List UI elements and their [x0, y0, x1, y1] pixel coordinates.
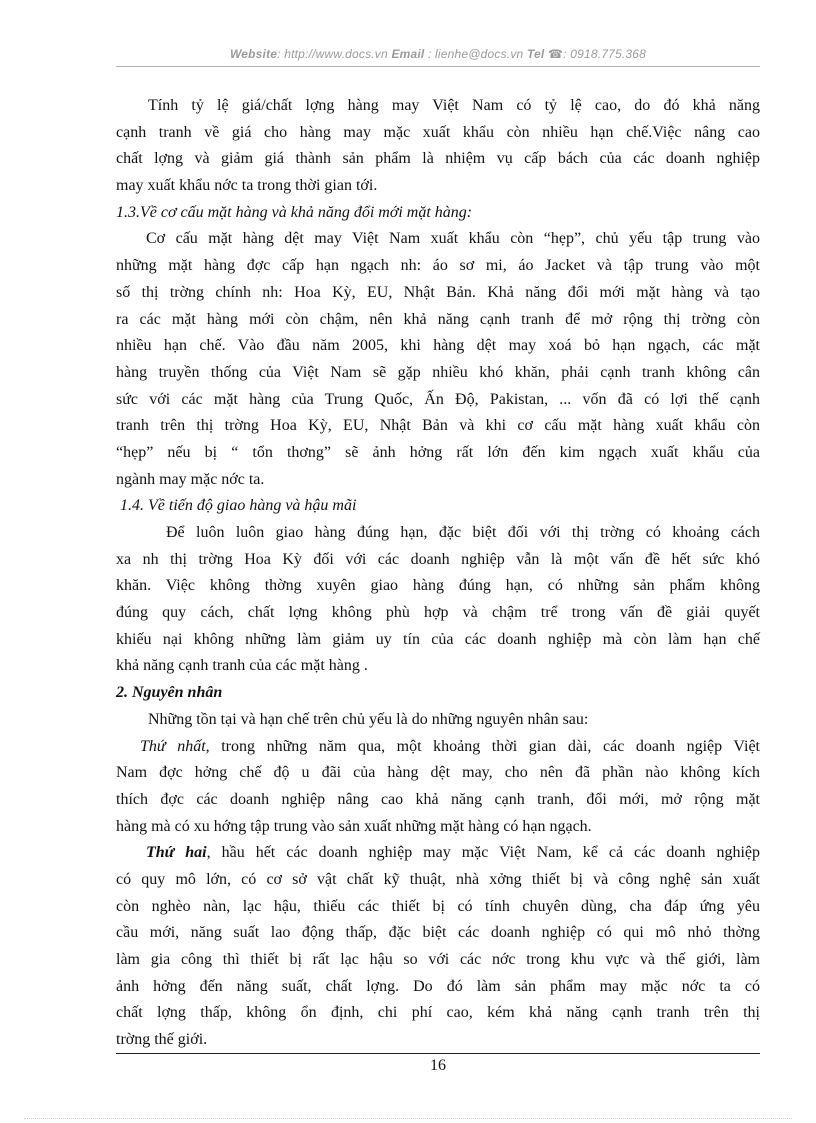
- email-address[interactable]: : lienhe@docs.vn: [424, 47, 524, 61]
- page-body: [116, 93, 760, 1054]
- lead-word-thu-hai: Thứ hai: [146, 844, 207, 862]
- header-divider: [116, 66, 760, 67]
- paragraph-line: còn nghèo nàn, lạc hậu, thiếu các thiết bị có tính chuyên dùng, cha đáp ứng yêu: [116, 897, 760, 915]
- paragraph-line: tranh trên thị trờng Hoa Kỳ, EU, Nhật Bản và khi cơ cấu mặt hàng xuất khẩu còn: [116, 417, 760, 435]
- paragraph-line: ngành may mặc nớc ta.: [116, 470, 265, 488]
- paragraph-line: khăn. Việc không thờng xuyên giao hàng đúng hạn, có những sản phẩm không: [116, 577, 760, 595]
- paragraph-line: chất lợng và giảm giá thành sản phẩm là nhiệm vụ cấp bách của các doanh nghiệp: [116, 150, 760, 168]
- paragraph-line: hàng mà có xu hớng tập trung vào sản xuất những mặt hàng có hạn ngạch.: [116, 817, 592, 835]
- paragraph-line: có quy mô lớn, có cơ sở vật chất kỹ thuật, nhà xởng thiết bị và công nghệ sản xuất: [116, 870, 760, 888]
- footer-divider: [116, 1053, 760, 1054]
- paragraph-line: may xuất khẩu nớc ta trong thời gian tới.: [116, 177, 378, 195]
- page-number: 16: [430, 1057, 446, 1074]
- paragraph-line: đúng quy cách, chất lợng không phù hợp và chậm trể trong vấn đề giải quyết: [116, 604, 760, 622]
- tel-number: ☎: 0918.775.368: [544, 47, 647, 61]
- lead-word-thu-nhat: Thứ nhất: [140, 737, 206, 755]
- paragraph-line: nhiều hạn chế. Vào đầu năm 2005, khi hàng dệt may xoá bỏ hạn ngạch, các mặt: [116, 337, 760, 355]
- paragraph-line: những mặt hàng đợc cấp hạn ngạch nh: áo sơ mi, áo Jacket và tập trung vào một: [116, 257, 760, 275]
- paragraph-line: làm gia công thì thiết bị rất lạc hậu so với các nớc trong khu vực và thế giới, làm: [116, 951, 760, 968]
- section-heading-1-4: 1.4. Về tiến độ giao hàng và hậu mãi: [120, 497, 357, 515]
- paragraph-line: Thứ hai, hầu hết các doanh nghiệp may mặc Việt Nam, kể cả các doanh nghiệp: [146, 844, 761, 862]
- paragraph-line: khả năng cạnh tranh của các mặt hàng .: [116, 657, 368, 675]
- website-url[interactable]: : http://www.docs.vn: [277, 47, 388, 61]
- section-heading-2: 2. Nguyên nhân: [116, 684, 223, 702]
- paragraph-line: chất lợng thấp, không ổn định, chi phí cao, kém khả năng cạnh tranh trên thị: [116, 1004, 760, 1022]
- website-label: Website: [229, 47, 278, 61]
- paragraph-line: Thứ nhất, trong những năm qua, một khoảng thời gian dài, các doanh ngiệp Việt: [140, 737, 760, 755]
- paragraph-line: hàng truyền thống của Việt Nam sẽ gặp nhiều khó khăn, phải cạnh tranh không cân: [116, 363, 760, 381]
- paragraph-line: cầu mới, năng suất lao động thấp, đặc biệt các doanh nghiệp có qui mô nhỏ thờng: [116, 924, 760, 942]
- paragraph-line: trờng thế giới.: [116, 1031, 208, 1049]
- paragraph-line: ra các mặt hàng mới còn chậm, nên khả năng cạnh tranh để mở rộng thị trờng còn: [116, 310, 760, 328]
- page-header: [116, 47, 760, 61]
- page-edge-dotted-line: [24, 1118, 792, 1119]
- paragraph-line: thích đợc các doanh nghiệp nâng cao khả năng cạnh tranh, đổi mới, mở rộng mặt: [116, 790, 760, 808]
- paragraph-line: xa nh thị trờng Hoa Kỳ đối với các doanh nghiệp vẫn là một vấn đề hết sức khó: [116, 550, 760, 568]
- paragraph-line: sức với các mặt hàng của Trung Quốc, Ấn Độ, Pakistan, ... vốn đã có lợi thế cạnh: [116, 390, 760, 408]
- paragraph-line: Để luôn luôn giao hàng đúng hạn, đặc biệt đối với thị trờng có khoảng cách: [166, 524, 760, 541]
- paragraph-line: cạnh tranh về giá cho hàng may mặc xuất khẩu còn nhiều hạn chế.Việc nâng cao: [116, 123, 760, 141]
- paragraph-line: Tính tỷ lệ giá/chất lợng hàng may Việt Nam có tỷ lệ cao, do đó khả năng: [148, 97, 760, 114]
- paragraph-line: Những tồn tại và hạn chế trên chủ yếu là do những nguyên nhân sau:: [148, 710, 589, 728]
- section-heading-1-3: 1.3.Về cơ cấu mặt hàng và khả năng đổi mới mặt hàng:: [116, 203, 473, 221]
- tel-label: Tel: [526, 47, 545, 61]
- paragraph-line: Nam đợc hởng chế độ u đãi của hàng dệt may, cho nên đã phần nào không kích: [116, 764, 760, 782]
- paragraph-line: số thị trờng chính nh: Hoa Kỳ, EU, Nhật Bản. Khả năng đổi mới mặt hàng và tạo: [116, 283, 760, 301]
- email-label: Email: [391, 47, 425, 61]
- paragraph-line: Cơ cấu mặt hàng dệt may Việt Nam xuất khẩu còn “hẹp”, chủ yếu tập trung vào: [146, 230, 760, 248]
- paragraph-line: ảnh hởng đến năng suất, chất lợng. Do đó làm sản phẩm may mặc nớc ta có: [116, 977, 760, 995]
- paragraph-line: khiếu nại không những làm giảm uy tín của các doanh nghiệp mà còn làm hạn chế: [116, 630, 760, 648]
- paragraph-line: “hẹp” nếu bị “ tổn thơng” sẽ ảnh hởng rất lớn đến kim ngạch xuất khẩu của: [116, 443, 760, 461]
